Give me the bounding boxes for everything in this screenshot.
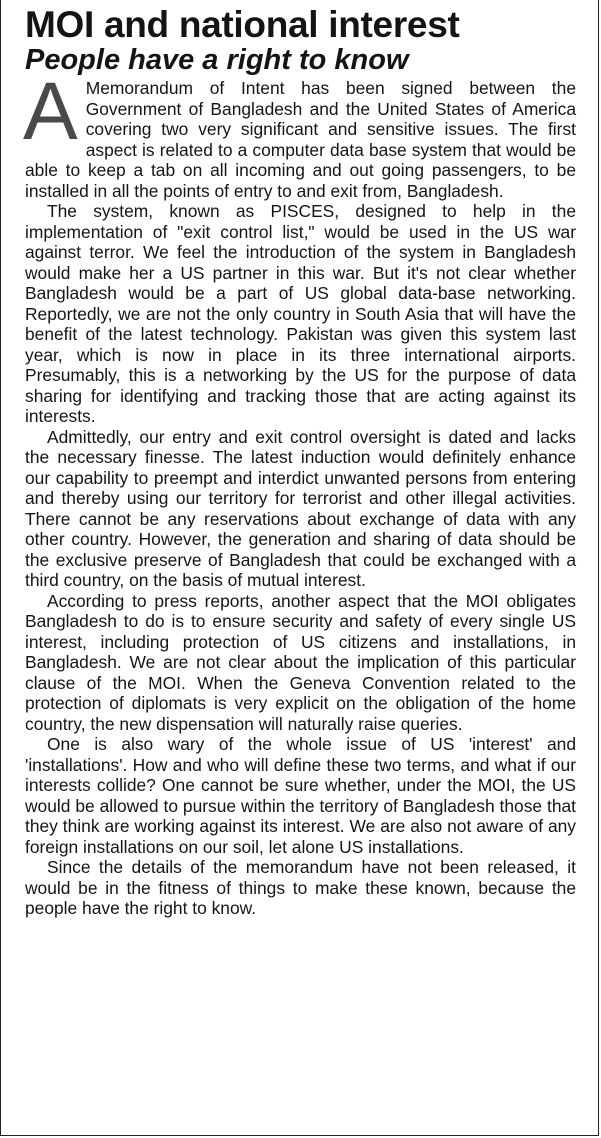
- drop-cap: A: [23, 66, 78, 157]
- article-headline: MOI and national interest: [25, 4, 460, 45]
- article-paragraph-5: One is also wary of the whole issue of US 'interest' and 'installations'. How and who will define these two terms, and what if our interests collide? One cannot be sure whether, under the MOI, the US would be allowed to pursue within the territory of Bangladesh those that they think are working against its interest. We are also not aware of any foreign installations on our soil, let alone US installations.: [25, 734, 576, 857]
- article-paragraph-3: Admittedly, our entry and exit control oversight is dated and lacks the necessary finesse. The latest induction would definitely enhance our capability to preempt and interdict unwanted persons from entering and thereby using our territory for terrorist and other illegal activities. There cannot be any reservations about exchange of data with any other country. However, the generation and sharing of data should be the exclusive preserve of Bangladesh that could be exchanged with a third country, on the basis of mutual interest.: [25, 426, 576, 590]
- article-paragraph-2: The system, known as PISCES, designed to help in the implementation of "exit control list," would be used in the US war against terror. We feel the introduction of the system in Bangladesh would make her a US partner in this war. But it's not clear whether Bangladesh would be a part of US global data-base networking. Reportedly, we are not the only country in South Asia that will have the benefit of the latest technology. Pakistan was given this system last year, which is now in place in its three international airports. Presumably, this is a networking by the US for the purpose of data sharing for identifying and tracking those that are acting against its interests.: [25, 201, 576, 426]
- first-paragraph-text: Memorandum of Intent has been signed between the Government of Bangladesh and the United States of America covering two very significant and sensitive issues. The first aspect is related to a computer data base system that would be able to keep a tab on all incoming and out going passengers, to be installed in all the points of entry to and exit from, Bangladesh.: [25, 78, 576, 201]
- article-paragraph-4: According to press reports, another aspect that the MOI obligates Bangladesh to do is to ensure security and safety of every single US interest, including protection of US citizens and installations, in Bangladesh. We are not clear about the implication of this particular clause of the MOI. When the Geneva Convention related to the protection of diplomats is very explicit on the obligation of the home country, the new dispensation will naturally raise queries.: [25, 590, 576, 734]
- article-subheadline: People have a right to know: [25, 44, 409, 76]
- article-paragraph-1: [23, 66, 576, 201]
- article-paragraph-6: Since the details of the memorandum have not been released, it would be in the fitness of things to make these known, because the people have the right to know.: [25, 857, 576, 918]
- article-body: [23, 66, 576, 919]
